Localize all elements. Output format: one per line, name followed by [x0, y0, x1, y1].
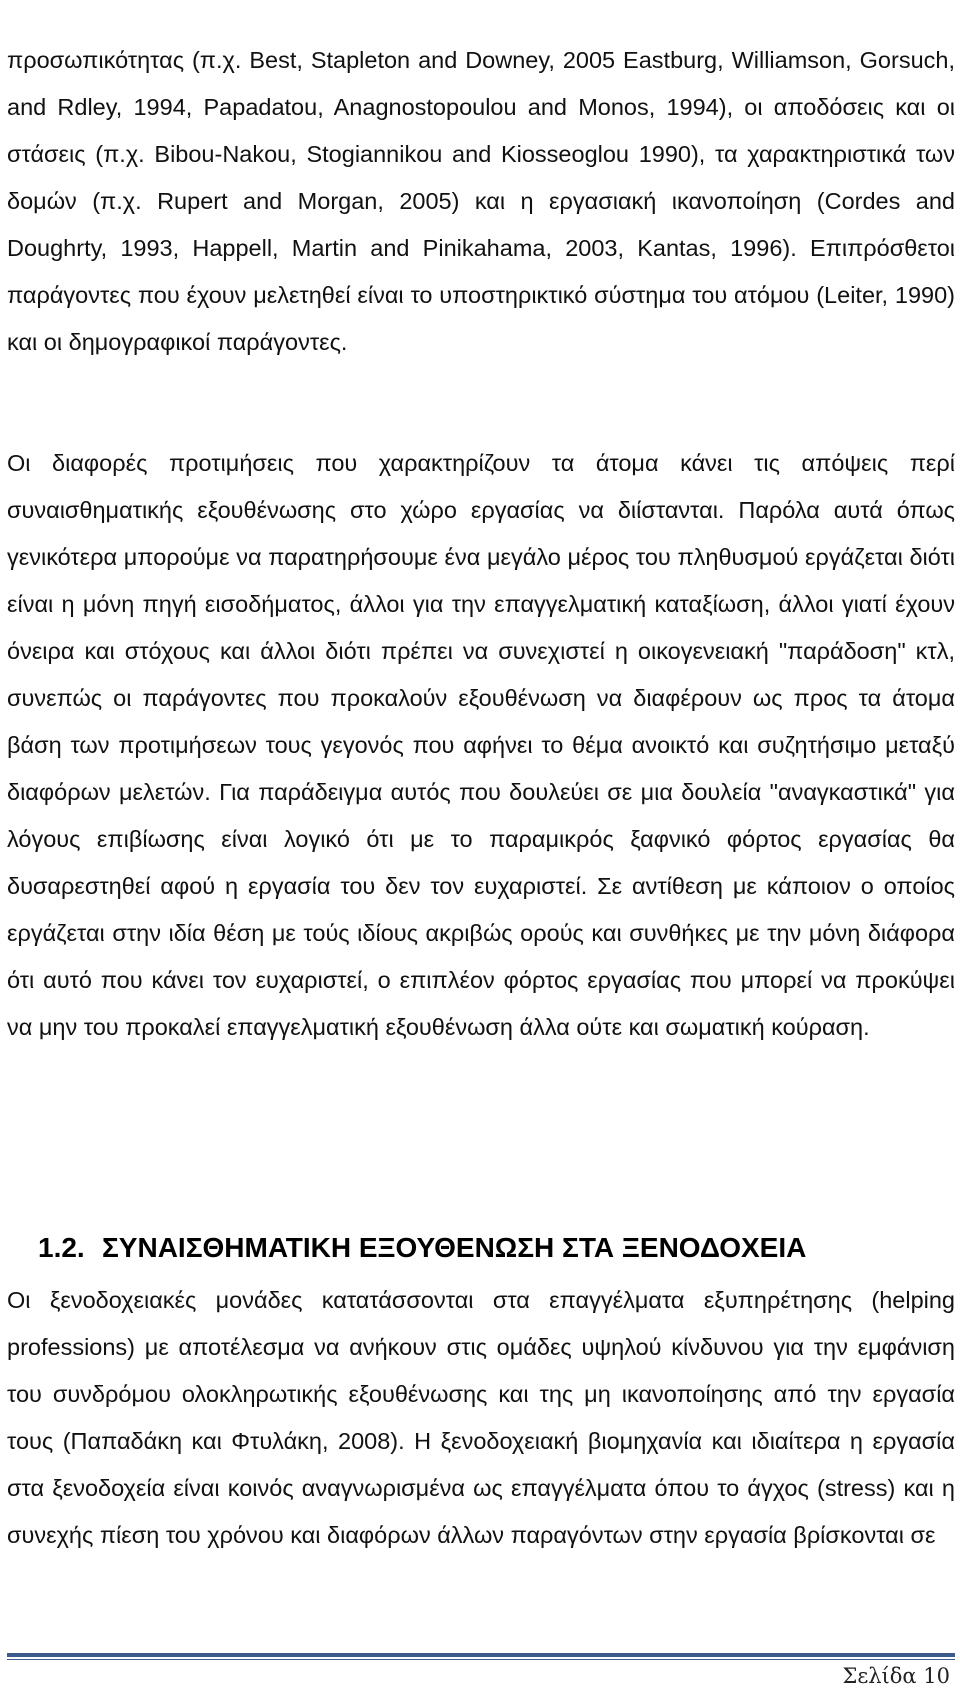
page-number: Σελίδα 10: [842, 1664, 950, 1688]
section-heading: [38, 1228, 958, 1268]
section-number: 1.2.: [38, 1232, 85, 1263]
section-title: ΣΥΝΑΙΣΘΗΜΑΤΙΚΗ ΕΞΟΥΘΕΝΩΣΗ ΣΤΑ ΞΕΝΟΔΟΧΕΙΑ: [102, 1232, 807, 1263]
paragraph-personality-factors: προσωπικότητας (π.χ. Best, Stapleton and Downey, 2005 Eastburg, Williamson, Gorsuch, and Rdley, 1994, Papadatou, Anagnostopoulou and Monos, 1994), οι αποδόσεις και οι στάσεις (π.χ. Bibou-Nakou, Stogiannikou and Kiosseoglou 1990), τα χαρακτηριστικά των δομών (π.χ. Rupert and Morgan, 2005) και η εργασιακή ικανοποίηση (Cordes and Doughrty, 1993, Happell, Martin and Pinikahama, 2003, Kantas, 1996). Επιπρόσθετοι παράγοντες που έχουν μελετηθεί είναι το υποστηρικτικό σύστημα του ατόμου (Leiter, 1990) και οι δημογραφικοί παράγοντες.: [7, 47, 955, 355]
footer-rule: [7, 1653, 955, 1657]
paragraph-preferences: Οι διαφορές προτιμήσεις που χαρακτηρίζουν τα άτομα κάνει τις απόψεις περί συναισθηματικής εξουθένωσης στο χώρο εργασίας να διίστανται. Παρόλα αυτά όπως γενικότερα μπορούμε να παρατηρήσουμε ένα μεγάλο μέρος του πληθυσμού εργάζεται διότι είναι η μόνη πηγή εισοδήματος, άλλοι για την επαγγελματική καταξίωση, άλλοι γιατί έχουν όνειρα και στόχους και άλλοι διότι πρέπει να συνεχιστεί η οικογενειακή "παράδοση" κτλ, συνεπώς οι παράγοντες που προκαλούν εξουθένωση να διαφέρουν ως προς τα άτομα βάση των προτιμήσεων τους γεγονός που αφήνει το θέμα ανοικτό και συζητήσιμο μεταξύ διαφόρων μελετών. Για παράδειγμα αυτός που δουλεύει σε μια δουλεία "αναγκαστικά" για λόγους επιβίωσης είναι λογικό ότι με το παραμικρός ξαφνικό φόρτος εργασίας θα δυσαρεστηθεί αφού η εργασία του δεν τον ευχαριστεί. Σε αντίθεση με κάποιον ο οποίος εργάζεται στην ιδία θέση με τούς ιδίους ακριβώς ορούς και συνθήκες με την μόνη διάφορα ότι αυτό που κάνει τον ευχαριστεί, ο επιπλέον φόρτος εργασίας που μπορεί να προκύψει να μην του προκαλεί επαγγελματική εξουθένωση άλλα ούτε και σωματική κούραση.: [7, 450, 955, 1040]
paragraph-hotel-units: Οι ξενοδοχειακές μονάδες κατατάσσονται στα επαγγέλματα εξυπηρέτησης (helping professions) με αποτέλεσμα να ανήκουν στις ομάδες υψηλού κίνδυνου για την εμφάνιση του συνδρόμου ολοκληρωτικής εξουθένωσης και της μη ικανοποίησης από την εργασία τους (Παπαδάκη και Φτυλάκη, 2008). Η ξενοδοχειακή βιομηχανία και ιδιαίτερα η εργασία στα ξενοδοχεία είναι κοινός αναγνωρισμένα ως επαγγέλματα όπου το άγχος (stress) και η συνεχής πίεση του χρόνου και διαφόρων άλλων παραγόντων στην εργασία βρίσκονται σε: [7, 1287, 955, 1548]
footer-rule-thin: [7, 1659, 955, 1660]
